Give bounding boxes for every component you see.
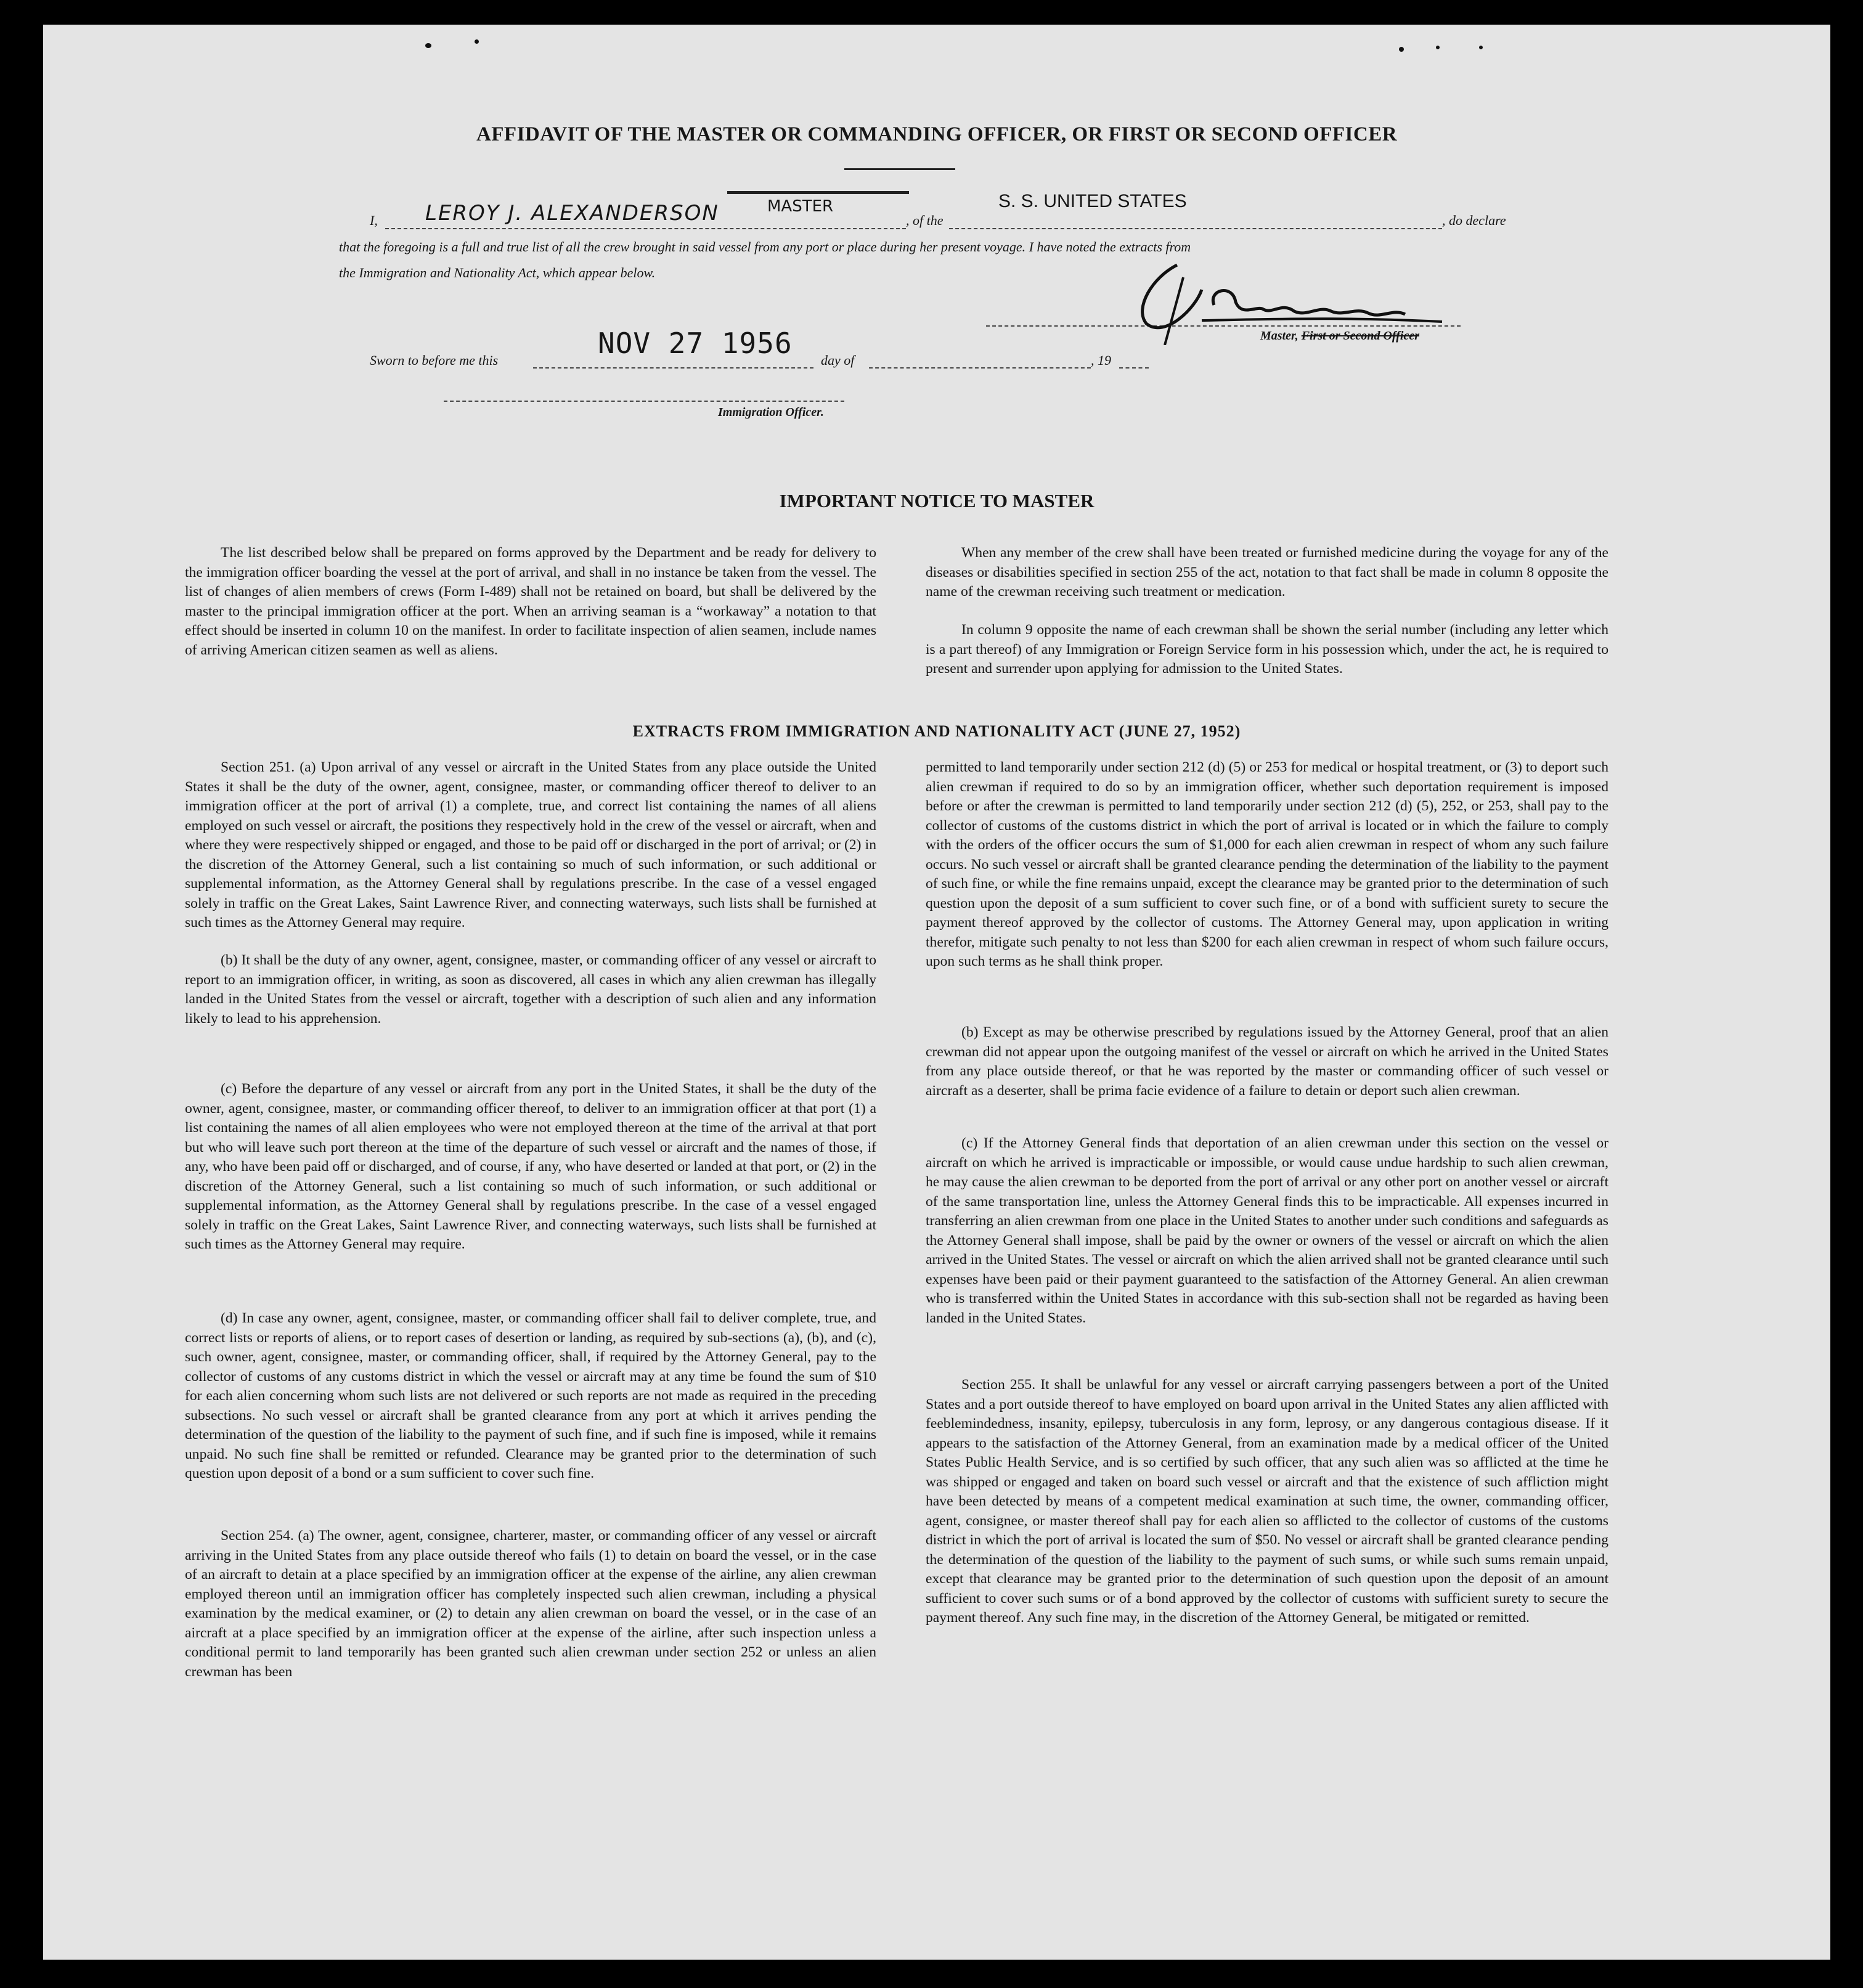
section-255: Section 255. It shall be unlawful for any vessel or aircraft carrying passengers between a port of the United States and a port outside thereof to have employed on board upon arrival in the United States any alien afflicted with feeblemindedness, insanity, epilepsy, tuberculosis in any form, leprosy, or any dangerous contagious disease. If it appears to the satisfaction of the Attorney General, from an examination made by a medical officer of the United States Public Health Service, and is so certified by such officer, that any such alien was so afflicted at the time he was shipped or engaged and taken on board such vessel or aircraft and that the existence of such affliction might have been detected by means of a competent medical examination at such time, the owner, commanding officer, agent, consignee, or master thereof shall pay for each alien so afflicted to the collector of customs of the customs district in which the port of arrival is located the sum of $50. No vessel or aircraft shall be granted clearance pending the determination of the question of the liability to the payment of such sums, or while such sums remain unpaid, except that clearance may be granted prior to the determination of such question upon the deposit of an amount sufficient to cover such sums or of a bond approved by the collector of customs with sufficient surety to secure the payment thereof. Any such fine may, in the discretion of the Attorney General, be mitigated or remitted.	[926, 1377, 1608, 1626]
of-the-label: , of the	[906, 213, 944, 228]
master-name: LEROY J. ALEXANDERSON	[425, 201, 719, 226]
scan-speck	[1479, 46, 1483, 49]
signer-label	[1260, 329, 1419, 343]
statement-line-2: the Immigration and Nationality Act, which appear below.	[339, 265, 656, 280]
month-line	[869, 367, 1091, 369]
year-label: , 19	[1091, 352, 1111, 368]
sworn-date-line	[533, 367, 813, 369]
do-declare-label: , do declare	[1442, 213, 1506, 228]
immigration-officer-line	[444, 401, 844, 402]
notice-left-paragraph: The list described below shall be prepared on forms approved by the Department and be ready for delivery to the immigration officer boarding the vessel at the port of arrival, and shall in no instance be taken from the vessel. The list of changes of alien members of crews (Form I-489) shall not be retained on board, but shall be delivered by the master to the principal immigration officer at the port. When an arriving seaman is a “workaway” a notation to that effect should be inserted in column 10 on the manifest. In order to facilitate inspection of alien seamen, include names of arriving American citizen seamen as well as aliens.	[185, 545, 876, 658]
vessel-line	[949, 228, 1442, 229]
section-254-c: (c) If the Attorney General finds that deportation of an alien crewman under this section on the vessel or aircraft on which he arrived is impracticable or impossible, or would cause undue hardship to such alien crewman, he may cause the alien crewman to be deported from the port of arrival or any other port on another vessel or aircraft of the same transportation line, unless the Attorney General finds this to be impracticable. All expenses incurred in transferring an alien crewman from one place in the United States to another under such conditions and safeguards as the Attorney General shall impose, shall be paid by the owner or owners of the vessel or aircraft on which the alien arrived in the United States. The vessel or aircraft on which the alien arrived shall not be granted clearance until such expenses have been paid or their payment guaranteed to the satisfaction of the Attorney General. An alien crewman who is transferred within the United States in accordance with this sub-section shall not be regarded as having been landed in the United States.	[926, 1135, 1608, 1326]
section-251-b: (b) It shall be the duty of any owner, agent, consignee, master, or commanding officer of any vessel or aircraft to report to an immigration officer, in writing, as soon as discovered, all cases in which any alien crewman has illegally landed in the United States from the vessel or aircraft, together with a description of such alien and any information likely to lead to his apprehension.	[185, 952, 876, 1027]
section-254-b: (b) Except as may be otherwise prescribed by regulations issued by the Attorney General, proof that an alien crewman did not appear upon the outgoing manifest of the vessel or aircraft on which he arrived in the United States from any place outside thereof, or that he was reported by the master or commanding officer of such vessel or aircraft as a deserter, shall be prima facie evidence of a failure to detain or deport such alien crewman.	[926, 1024, 1608, 1099]
signer-label-struck: First or Second Officer	[1301, 329, 1419, 343]
name-line	[385, 228, 906, 229]
notice-right-paragraph-1: When any member of the crew shall have been treated or furnished medicine during the voyage for any of the diseases or disabilities specified in section 255 of the act, notation to that fact shall be made in column 8 opposite the name of the crewman receiving such treatment or medication.	[926, 545, 1608, 600]
section-254-a: Section 254. (a) The owner, agent, consignee, charterer, master, or commanding officer of any vessel or aircraft arriving in the United States from any place outside thereof who fails (1) to detain on board the vessel, or in the case of an aircraft to detain at a place specified by an immigration officer at the expense of the airline, any alien crewman employed thereon until an immigration officer has completely inspected such alien crewman, including a physical examination by the medical examiner, or (2) to detain any alien crewman on board the vessel, or in the case of an aircraft at a place specified by an immigration officer at the expense of the airline, after such inspection unless a conditional permit to land temporarily has been granted such alien crewman under section 252 or unless an alien crewman has been	[185, 1528, 876, 1680]
scan-speck	[1399, 47, 1404, 52]
section-251-c: (c) Before the departure of any vessel or aircraft from any port in the United States, it shall be the duty of the owner, agent, consignee, master, or commanding officer thereof, to deliver to an immigration officer at that port (1) a list containing the names of all alien employees who were not employed thereon at the time of the arrival at that port but who will leave such port thereon at the time of the departure of such vessel or aircraft and the names of those, if any, who have been paid off or discharged, and of course, if any, who have deserted or landed at that port, or (2) in the discretion of the Attorney General, such a list containing so much of such information, or such additional or supplemental information, as the Attorney General shall by regulations prescribe. In the case of a vessel engaged solely in traffic on the Great Lakes, Saint Lawrence River, and connecting waterways, such lists shall be furnished at such times as the Attorney General may require.	[185, 1081, 876, 1252]
section-254-a-continued: permitted to land temporarily under section 212 (d) (5) or 253 for medical or hospital treatment, or (3) to deport such alien crewman if required to do so by an immigration officer, whether such deportation requirement is imposed before or after the crewman is permitted to land temporarily under section 212 (d) (5), 252, or 253, shall pay to the collector of customs of the customs district in which the port of arrival is located or in which the failure to comply with the orders of the officer occurs the sum of $1,000 for each alien crewman in respect of whom any such failure occurs. No such vessel or aircraft shall be granted clearance pending the determination of the liability to the payment of such fine, or while the fine remains unpaid, except the clearance may be granted prior to the determination of such question upon the deposit of a sum sufficient to cover such fine, or of a bond with sufficient surety to secure the payment thereof approved by the collector of customs. The Attorney General may, upon application in writing therefor, mitigate such penalty to not less than $200 for each alien crewman in respect of whom such failure occurs, upon such terms as he shall think proper.	[926, 759, 1608, 969]
notice-right-paragraph-2: In column 9 opposite the name of each crewman shall be shown the serial number (including any letter which is a part thereof) of any Immigration or Foreign Service form in his possession which, under the act, he is required to present and surrender upon applying for admission to the United States.	[926, 622, 1608, 677]
immigration-officer-label: Immigration Officer.	[718, 405, 824, 419]
document-page	[43, 25, 1830, 1960]
affidavit-title: AFFIDAVIT OF THE MASTER OR COMMANDING OFFICER, OR FIRST OR SECOND OFFICER	[476, 123, 1398, 145]
statement-line-1: that the foregoing is a full and true list of all the crew brought in said vessel from any port or place during her present voyage. I have noted the extracts from	[339, 239, 1191, 255]
section-251-d: (d) In case any owner, agent, consignee, master, or commanding officer shall fail to deliver complete, true, and correct lists or reports of aliens, or to report cases of desertion or landing, as required by sub-sections (a), (b), and (c), such owner, agent, consignee, master, or commanding officer, shall, if required by the Attorney General, pay to the collector of customs of any customs district in which the vessel or aircraft may at any time be found the sum of $10 for each alien concerning whom such lists are not delivered or such reports are not made as required in the preceding subsections. No such vessel or aircraft shall be granted clearance from any port at which it arrives pending the determination of the question of the liability to the payment of such fine, and if such fine is imposed, while it remains unpaid. No such fine shall be remitted or refunded. Clearance may be granted prior to the determination of such question upon deposit of a bond or a sum sufficient to cover such fine.	[185, 1310, 876, 1481]
extracts-title: EXTRACTS FROM IMMIGRATION AND NATIONALITY ACT (JUNE 27, 1952)	[632, 722, 1241, 740]
day-of-label: day of	[821, 352, 855, 368]
rank-stamp-bar	[727, 191, 909, 194]
title-divider	[844, 168, 955, 170]
year-line	[1119, 367, 1149, 369]
vessel-name: S. S. UNITED STATES	[998, 191, 1187, 211]
i-label: I,	[370, 213, 378, 228]
date-stamp: NOV 27 1956	[598, 327, 793, 360]
signer-label-prefix: Master,	[1260, 329, 1302, 343]
scan-speck	[425, 43, 431, 48]
section-251-a: Section 251. (a) Upon arrival of any vessel or aircraft in the United States from any place outside the United States it shall be the duty of the owner, agent, consignee, master, or commanding officer thereof to deliver to an immigration officer at the port of arrival (1) a complete, true, and correct list containing the names of all aliens employed on such vessel or aircraft, the positions they respectively hold in the crew of the vessel or aircraft, when and where they were respectively shipped or engaged, and those to be paid off or discharged in the port of arrival; or (2) in the discretion of the Attorney General, such a list containing so much of such information, or such additional or supplemental information, as the Attorney General shall by regulations prescribe. In the case of a vessel engaged solely in traffic on the Great Lakes, Saint Lawrence River, and connecting waterways, such lists shall be furnished at such times as the Attorney General may require.	[185, 759, 876, 931]
scan-speck	[1436, 46, 1440, 49]
scan-speck	[475, 39, 479, 44]
sworn-label: Sworn to before me this	[370, 352, 499, 368]
rank-stamp: MASTER	[767, 197, 834, 216]
notice-title: IMPORTANT NOTICE TO MASTER	[779, 490, 1095, 511]
